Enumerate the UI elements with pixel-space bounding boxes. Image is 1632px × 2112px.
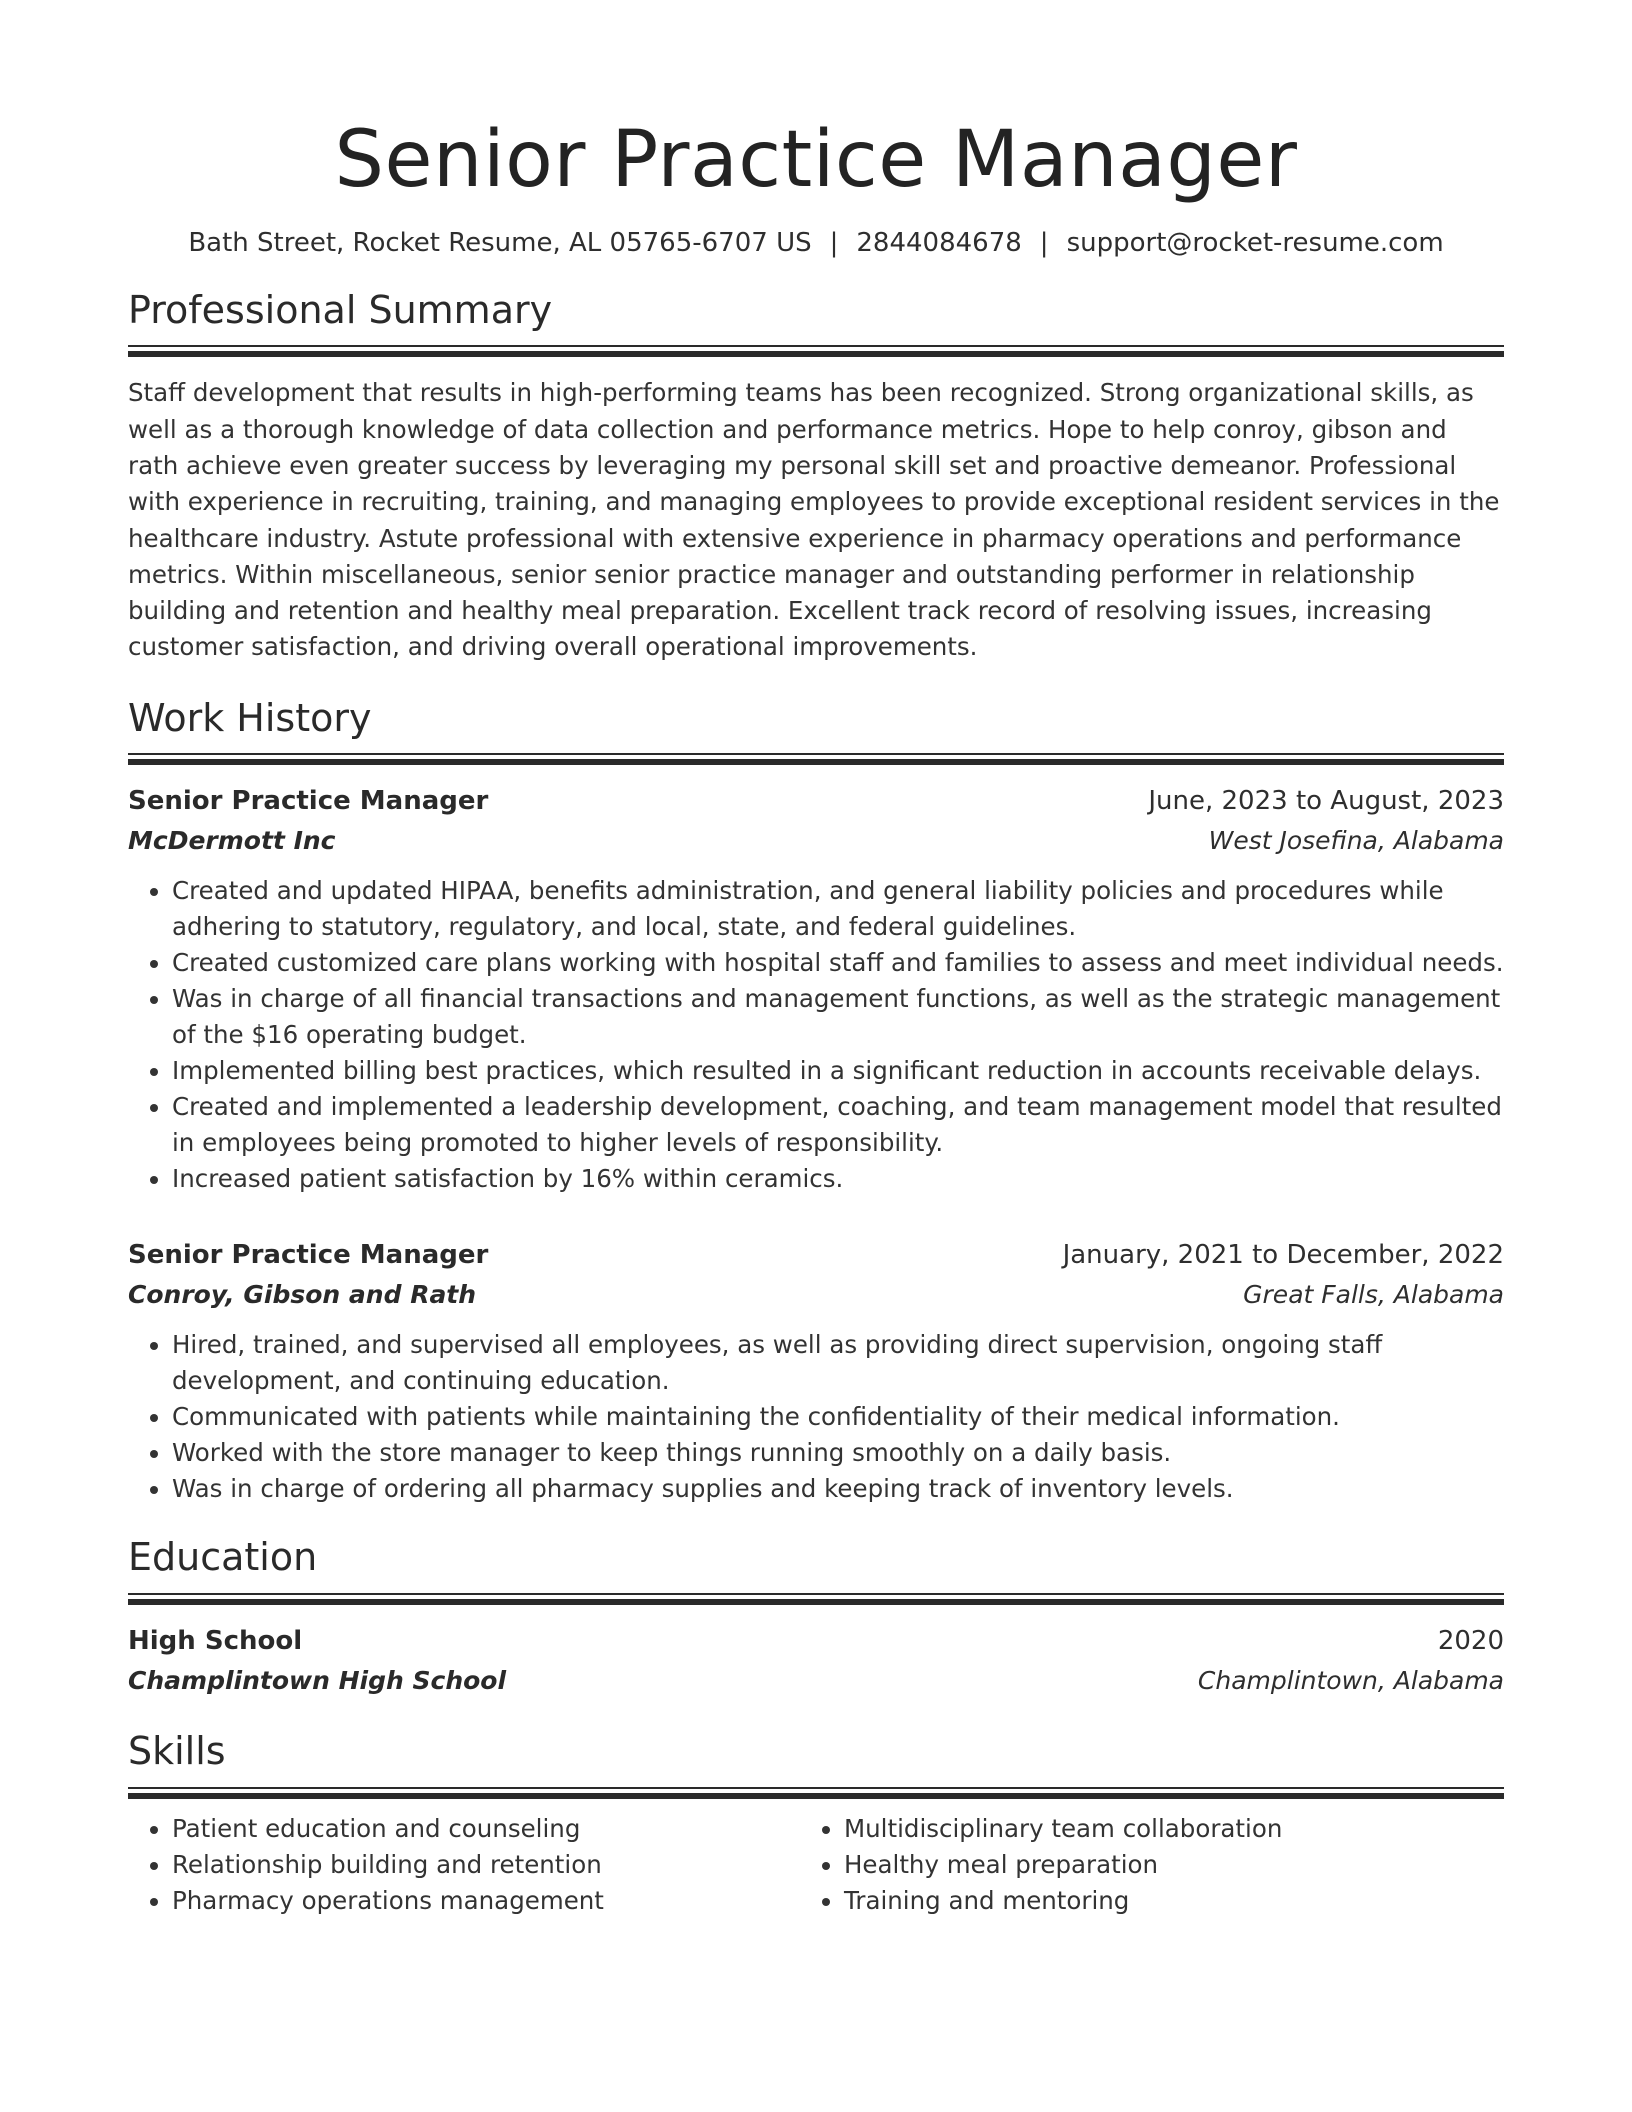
job-bullet: • Created and updated HIPAA, benefits administration, and general liability policies and procedures while adhering to statutory, regulatory, and local, state, and federal guidelines. [172, 873, 1504, 945]
job-company-row [128, 1275, 1504, 1315]
job-company-row [128, 821, 1504, 861]
education-school: Champlintown High School [128, 1665, 507, 1695]
education-section [128, 1535, 1504, 1701]
section-title-work: Work History [128, 695, 372, 740]
contact-email: support@rocket-resume.com [1066, 227, 1444, 258]
job-bullet: • Was in charge of all financial transactions and management functions, as well as the strategic management of the $16 operating budget. [172, 981, 1504, 1053]
job-bullet: • Worked with the store manager to keep things running smoothly on a daily basis. [172, 1435, 1504, 1471]
job-bullet: • Was in charge of ordering all pharmacy supplies and keeping track of inventory levels. [172, 1471, 1504, 1507]
job-entry [128, 781, 1504, 1197]
section-title-skills: Skills [128, 1728, 226, 1773]
section-divider [128, 1593, 1504, 1603]
contact-phone: 2844084678 [856, 227, 1022, 258]
skills-column-left [128, 1811, 800, 1919]
job-role: Senior Practice Manager [128, 786, 489, 817]
section-divider [128, 753, 1504, 763]
section-title-education: Education [128, 1535, 318, 1580]
job-header-row [128, 781, 1504, 821]
section-title-summary: Professional Summary [128, 287, 553, 332]
job-dates: June, 2023 to August, 2023 [1148, 786, 1504, 817]
education-degree: High School [128, 1625, 303, 1656]
education-year: 2020 [1437, 1625, 1504, 1656]
contact-separator: | [829, 227, 839, 258]
summary-text: Staff development that results in high-performing teams has been recognized. Strong organizational skills, as well as a thorough knowledge of data collection and performance metrics. Hope to help conroy, gibson and rath achieve even greater success by leveraging my personal skill set and proactive demeanor. Professional with experience in recruiting, training, and managing employees to provide exceptional resident services in the healthcare industry. Astute professional with extensive experience in pharmacy operations and performance metrics. Within miscellaneous, senior senior practice manager and outstanding performer in relationship building and retention and healthy meal preparation. Excellent track record of resolving issues, increasing customer satisfaction, and driving overall operational improvements. [128, 378, 1500, 662]
education-school-row [128, 1661, 1504, 1701]
summary-section [128, 288, 1504, 666]
job-bullet: • Created and implemented a leadership development, coaching, and team management model that resulted in employees being promoted to higher levels of responsibility. [172, 1089, 1504, 1161]
skill-item: • Healthy meal preparation [844, 1847, 1504, 1883]
education-location: Champlintown, Alabama [1197, 1665, 1504, 1695]
skills-grid [128, 1811, 1504, 1919]
contact-line [128, 228, 1504, 258]
skill-item: • Pharmacy operations management [172, 1883, 800, 1919]
job-bullet: • Communicated with patients while maintaining the confidentiality of their medical information. [172, 1399, 1504, 1435]
job-dates: January, 2021 to December, 2022 [1062, 1240, 1504, 1271]
job-company: Conroy, Gibson and Rath [128, 1280, 477, 1310]
contact-address: Bath Street, Rocket Resume, AL 05765-6707 US [188, 227, 812, 258]
skill-item: • Relationship building and retention [172, 1847, 800, 1883]
job-bullet: • Created customized care plans working with hospital staff and families to assess and meet individual needs. [172, 945, 1504, 981]
section-divider [128, 345, 1504, 355]
job-entry [128, 1235, 1504, 1507]
skills-section [128, 1729, 1504, 1919]
job-company: McDermott Inc [128, 826, 336, 856]
job-bullet: • Hired, trained, and supervised all employees, as well as providing direct supervision, ongoing staff development, and continuing education. [172, 1327, 1504, 1399]
skill-item: • Multidisciplinary team collaboration [844, 1811, 1504, 1847]
contact-separator: | [1039, 227, 1049, 258]
job-bullet: • Implemented billing best practices, which resulted in a significant reduction in accounts receivable delays. [172, 1053, 1504, 1089]
job-bullet: • Increased patient satisfaction by 16% within ceramics. [172, 1161, 1504, 1197]
job-header-row [128, 1235, 1504, 1275]
job-bullets [128, 873, 1504, 1197]
skill-item: • Training and mentoring [844, 1883, 1504, 1919]
job-location: Great Falls, Alabama [1243, 1280, 1504, 1310]
skills-column-right [800, 1811, 1504, 1919]
work-section [128, 696, 1504, 1508]
education-entry [128, 1621, 1504, 1701]
resume-name: Senior Practice Manager [334, 115, 1298, 205]
skill-item: • Patient education and counseling [172, 1811, 800, 1847]
job-location: West Josefina, Alabama [1208, 826, 1504, 856]
section-divider [128, 1787, 1504, 1797]
job-bullets [128, 1327, 1504, 1507]
job-role: Senior Practice Manager [128, 1240, 489, 1271]
education-header-row [128, 1621, 1504, 1661]
